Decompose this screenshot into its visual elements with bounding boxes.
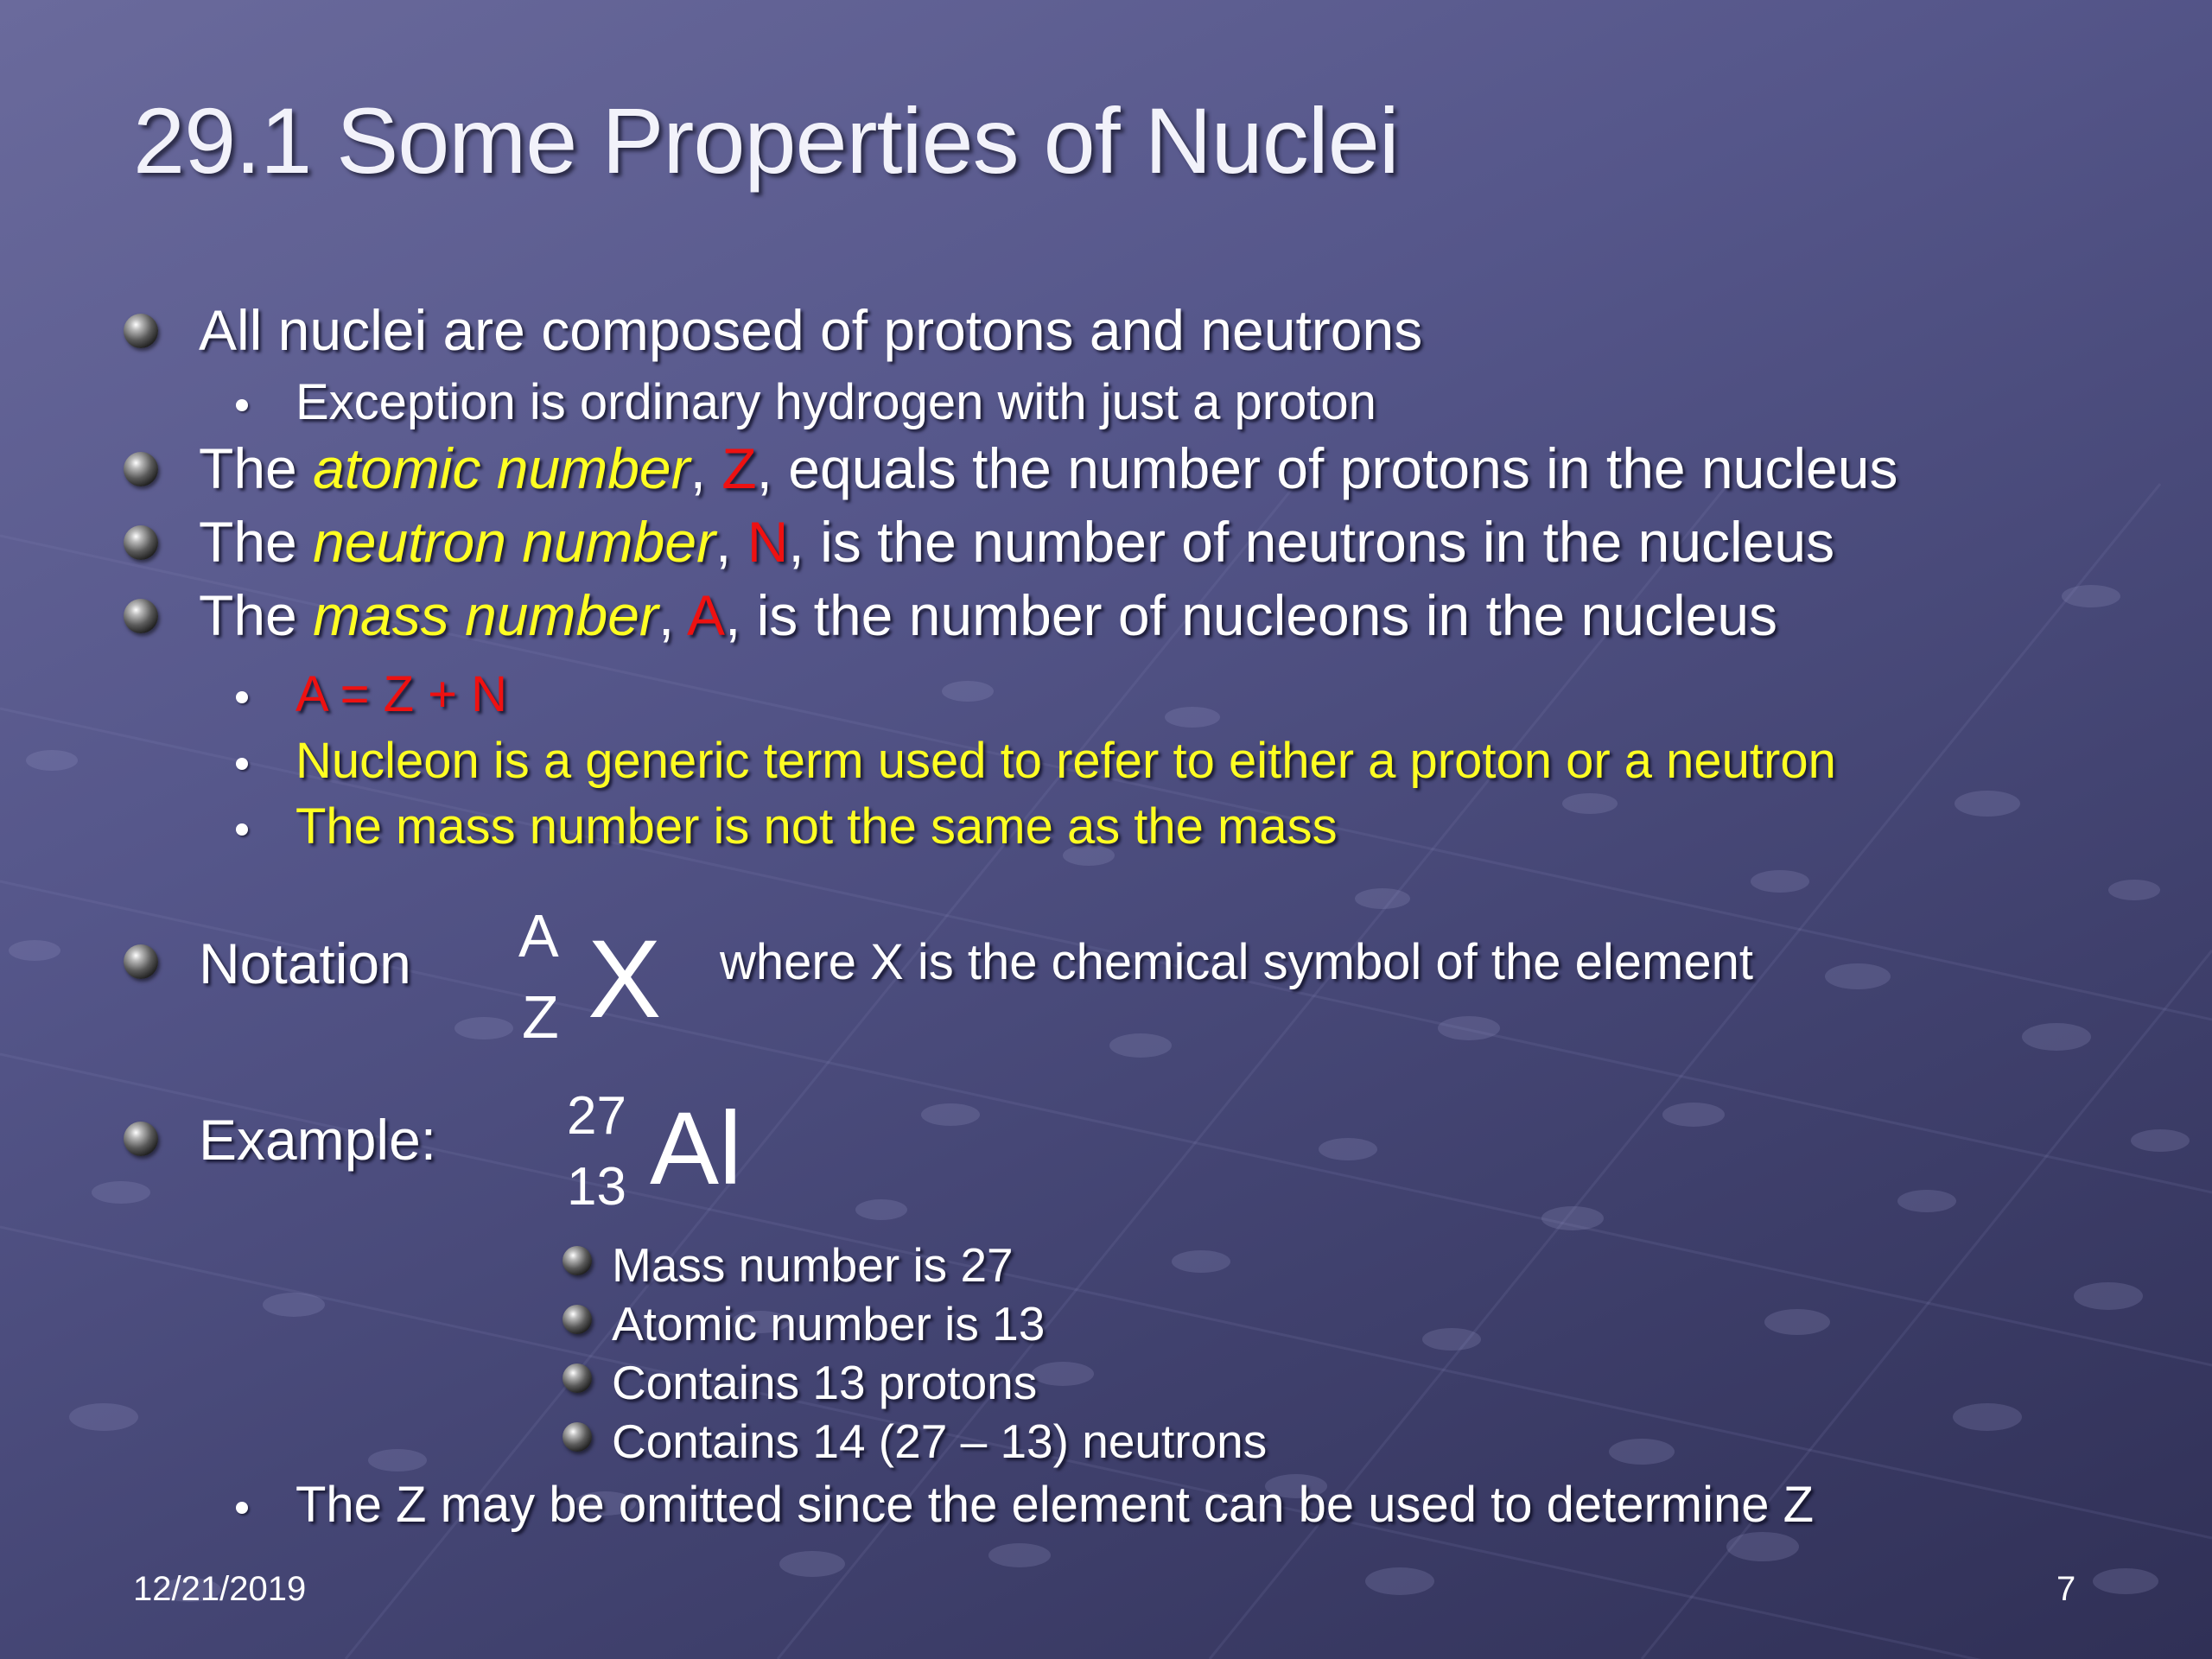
bullet-ball-icon xyxy=(124,1122,158,1156)
example-superscript: 27 xyxy=(567,1086,626,1146)
bullet-dot-icon xyxy=(236,399,248,411)
bullet-ball-icon xyxy=(124,314,158,348)
neutron-prefix: The xyxy=(199,510,314,574)
slide-title: 29.1 Some Properties of Nuclei xyxy=(133,88,1399,193)
notation-subscript: Z xyxy=(522,983,559,1051)
bullet-nucleon-definition: Nucleon is a generic term used to refer to either a proton or a neutron xyxy=(296,733,1836,789)
bullet-ball-icon xyxy=(563,1246,592,1275)
neutron-term: neutron number xyxy=(313,510,716,574)
bullet-ball-icon xyxy=(124,599,158,633)
example-detail-item: Mass number is 27 xyxy=(612,1238,1014,1292)
mass-comma: , xyxy=(658,583,687,647)
atomic-rest: , equals the number of protons in the nucleus xyxy=(756,436,1898,500)
neutron-rest: , is the number of neutrons in the nucleus xyxy=(788,510,1835,574)
bullet-mass-number xyxy=(199,582,1777,648)
atomic-symbol: Z xyxy=(721,436,757,500)
notation-symbol: X xyxy=(588,918,662,1041)
example-detail-item: Atomic number is 13 xyxy=(612,1297,1046,1351)
bullet-ball-icon xyxy=(563,1422,592,1452)
neutron-symbol: N xyxy=(747,510,789,574)
atomic-comma: , xyxy=(690,436,722,500)
mass-term: mass number xyxy=(313,583,658,647)
notation-description: where X is the chemical symbol of the element xyxy=(720,934,1753,990)
bullet-mass-note: The mass number is not the same as the mass xyxy=(296,798,1338,855)
bullet-ball-icon xyxy=(563,1305,592,1334)
bullet-equation: A = Z + N xyxy=(296,666,507,722)
bullet-ball-icon xyxy=(563,1363,592,1393)
slide-number: 7 xyxy=(2056,1570,2076,1608)
bullet-ball-icon xyxy=(124,452,158,486)
example-label: Example: xyxy=(199,1108,437,1172)
notation-label: Notation xyxy=(199,931,411,995)
example-detail-item: Contains 14 (27 – 13) neutrons xyxy=(612,1414,1268,1468)
neutron-comma: , xyxy=(715,510,747,574)
bullet-exception: Exception is ordinary hydrogen with just a proton xyxy=(296,374,1376,430)
example-subscript: 13 xyxy=(567,1157,626,1217)
footer-date: 12/21/2019 xyxy=(133,1570,307,1608)
atomic-term: atomic number xyxy=(313,436,690,500)
notation-superscript: A xyxy=(518,902,559,969)
bullet-dot-icon xyxy=(236,691,248,703)
example-symbol: Al xyxy=(650,1090,742,1206)
bullet-ball-icon xyxy=(124,944,158,979)
mass-rest: , is the number of nucleons in the nucleus xyxy=(724,583,1778,647)
bullet-atomic-number xyxy=(199,435,1897,501)
bullet-omit-note: The Z may be omitted since the element can be used to determine Z xyxy=(296,1477,1815,1533)
bullet-dot-icon xyxy=(236,758,248,770)
bullet-dot-icon xyxy=(236,823,248,836)
example-detail-item: Contains 13 protons xyxy=(612,1356,1038,1409)
bullet-ball-icon xyxy=(124,525,158,560)
bullet-composition: All nuclei are composed of protons and neutrons xyxy=(199,298,1423,362)
mass-prefix: The xyxy=(199,583,314,647)
mass-symbol: A xyxy=(686,583,725,647)
atomic-prefix: The xyxy=(199,436,314,500)
bullet-neutron-number xyxy=(199,509,1834,575)
bullet-dot-icon xyxy=(236,1502,248,1514)
